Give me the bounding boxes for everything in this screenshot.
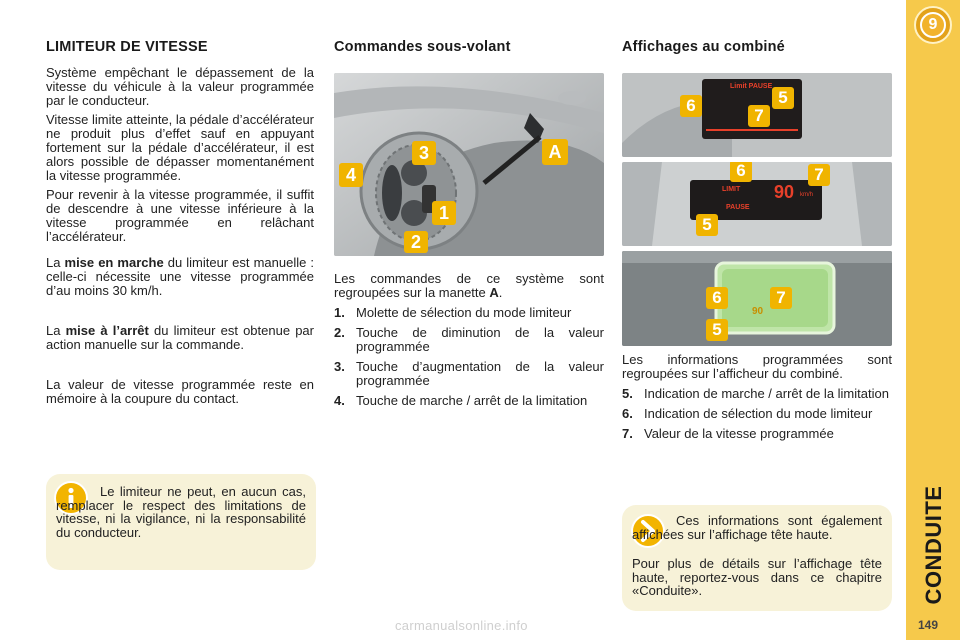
- paragraph-activation: La mise en marche du limiteur est manuelle : celle-ci nécessite une vitesse programmée d’au moins 30 km/h.: [46, 255, 314, 298]
- chapter-number: 9: [920, 12, 946, 38]
- callout-5: 5: [696, 214, 718, 236]
- callout-1: 1: [432, 201, 456, 225]
- callout-A: A: [542, 139, 568, 165]
- callout-4: 4: [339, 163, 363, 187]
- chapter-badge: [914, 6, 952, 44]
- callout-6: 6: [680, 95, 702, 117]
- paragraph-definition: Système empêchant le dépassement de la vitesse du véhicule à la valeur programmée par le conducteur.: [46, 65, 314, 108]
- instrument-display-photo-2: [622, 162, 892, 246]
- display2-speed: 90: [774, 182, 795, 202]
- note-text-1: Ces informations sont également affichées sur l’affichage tête haute.: [632, 513, 882, 542]
- callout-6: 6: [730, 162, 752, 182]
- displays-list: [622, 353, 892, 447]
- controls-list: [334, 272, 604, 414]
- page-number: 149: [918, 618, 939, 632]
- section-title: CONDUITE: [921, 485, 946, 605]
- controls-items: [334, 306, 604, 408]
- callout-7: 7: [770, 287, 792, 309]
- paragraph-return: Pour revenir à la vitesse programmée, il suffit de descendre à une vitesse inférieure à la vitesse programmée en relâchant l’accélérateur.: [46, 187, 314, 244]
- hud-note: [622, 505, 892, 611]
- section-heading-controls: Commandes sous-volant: [334, 39, 511, 55]
- displays-intro: Les informations programmées sont regroupées sur l’afficheur du combiné.: [622, 352, 892, 381]
- column-limiter: [46, 40, 314, 411]
- list-item: 3. Touche d’augmentation de la valeur programmée: [334, 359, 604, 388]
- watermark: carmanualsonline.info: [395, 618, 528, 633]
- list-item: 5. Indication de marche / arrêt de la limitation: [622, 386, 889, 401]
- paragraph-speed-reached: Vitesse limite atteinte, la pédale d’accélérateur ne produit plus d’effet sauf en appuyant fortement sur la pédale d’accélérateur, il est alors possible de dépasser momentanément la vitesse programmée.: [46, 112, 314, 183]
- steering-controls-photo: [334, 73, 604, 256]
- list-item: 6. Indication de sélection du mode limiteur: [622, 406, 873, 421]
- callout-7: 7: [748, 105, 770, 127]
- list-item: 4. Touche de marche / arrêt de la limitation: [334, 393, 588, 408]
- section-tab: [909, 470, 959, 620]
- column-displays: [622, 40, 892, 66]
- display2-unit: km/h: [800, 192, 814, 198]
- section-heading-displays: Affichages au combiné: [622, 39, 785, 55]
- list-item: 2. Touche de diminution de la valeur programmée: [334, 325, 604, 354]
- controls-intro: Les commandes de ce système sont regroupées sur la manette A.: [334, 271, 604, 300]
- list-item: 1. Molette de sélection du mode limiteur: [334, 305, 572, 320]
- warning-note: [46, 474, 316, 570]
- head-up-display-photo: [622, 251, 892, 346]
- callout-2: 2: [404, 231, 428, 253]
- instrument-display-photo-1: [622, 73, 892, 157]
- callout-5: 5: [706, 319, 728, 341]
- paragraph-deactivation: La mise à l’arrêt du limiteur est obtenue par action manuelle sur la commande.: [46, 323, 314, 352]
- display2-pause: PAUSE: [726, 204, 750, 211]
- note-text: Le limiteur ne peut, en aucun cas, remplacer le respect des limitations de vitesse, ni la vigilance, ni la responsabilité du conducteur.: [56, 484, 306, 540]
- callout-7: 7: [808, 164, 830, 186]
- list-item: 7. Valeur de la vitesse programmée: [622, 426, 834, 441]
- callout-6: 6: [706, 287, 728, 309]
- displays-items: [622, 387, 892, 441]
- callout-5: 5: [772, 87, 794, 109]
- hud-speed: 90: [752, 306, 764, 317]
- display2-limit: LIMIT: [722, 186, 741, 193]
- column-controls: [334, 40, 604, 66]
- display1-text: Limit PAUSE: [730, 83, 773, 90]
- callout-3: 3: [412, 141, 436, 165]
- section-heading-limiter: LIMITEUR DE VITESSE: [46, 39, 208, 55]
- note-text-2: Pour plus de détails sur l’affichage tête haute, reportez-vous dans ce chapitre «Conduite».: [632, 556, 882, 598]
- paragraph-memory: La valeur de vitesse programmée reste en mémoire à la coupure du contact.: [46, 377, 314, 406]
